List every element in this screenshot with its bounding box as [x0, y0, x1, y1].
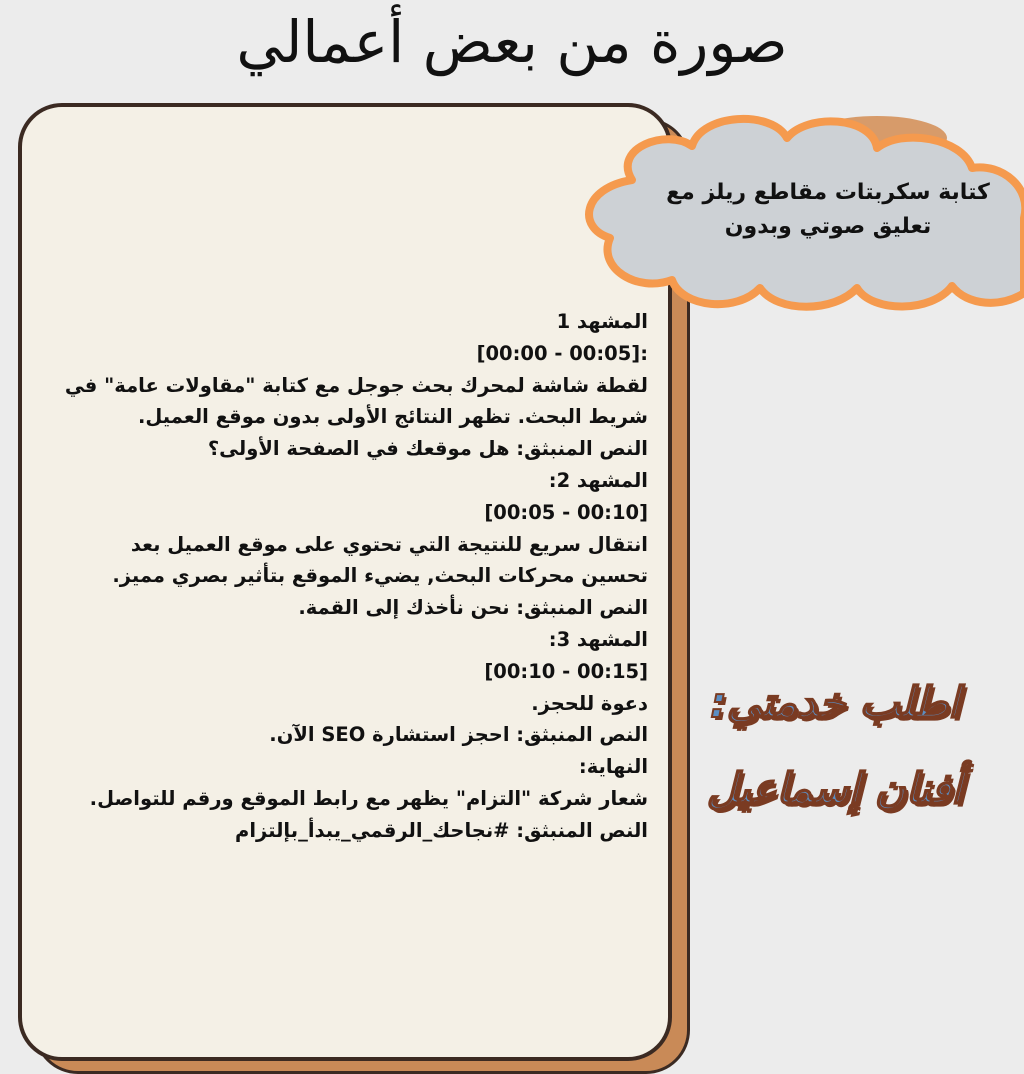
script-line: لقطة شاشة لمحرك بحث جوجل مع كتابة "مقاولات عامة" في — [64, 373, 648, 397]
script-line: دعوة للحجز. — [531, 691, 648, 715]
script-line: انتقال سريع للنتيجة التي تحتوي على موقع العميل بعد — [130, 532, 648, 556]
script-line: [00:05 - 00:10] — [484, 500, 648, 524]
script-line: النص المنبثق: نحن نأخذك إلى القمة. — [298, 596, 648, 620]
script-line: المشهد 1 — [556, 310, 648, 333]
cta-name: أفنان إسماعيل — [706, 764, 964, 813]
script-line: شريط البحث. تظهر النتائج الأولى بدون موقع العميل. — [137, 405, 648, 429]
script-line: [00:10 - 00:15] — [484, 659, 648, 683]
script-line: تحسين محركات البحث, يضيء الموقع بتأثير بصري مميز. — [112, 564, 648, 588]
script-line: النهاية: — [578, 755, 648, 779]
cta-line: اطلب خدمتي: — [710, 678, 960, 727]
script-text — [30, 306, 648, 847]
script-line: [00:00 - 00:05]: — [476, 341, 648, 365]
script-line: النص المنبثق: احجز استشارة SEO الآن. — [269, 723, 648, 747]
script-line: المشهد 3: — [548, 627, 648, 651]
script-line: شعار شركة "التزام" يظهر مع رابط الموقع ورقم للتواصل. — [89, 786, 648, 810]
call-to-action — [690, 660, 980, 832]
cloud-caption — [628, 176, 1024, 244]
script-line: النص المنبثق: هل موقعك في الصفحة الأولى؟ — [207, 437, 648, 461]
script-line: المشهد 2: — [548, 468, 648, 492]
cloud-caption-line: كتابة سكربتات مقاطع ريلز مع — [666, 180, 990, 205]
script-line: النص المنبثق: #نجاحك_الرقمي_يبدأ_بإلتزام — [235, 818, 648, 842]
page-title: صورة من بعض أعمالي — [236, 8, 788, 76]
cloud-caption-line: تعليق صوتي وبدون — [724, 214, 932, 239]
